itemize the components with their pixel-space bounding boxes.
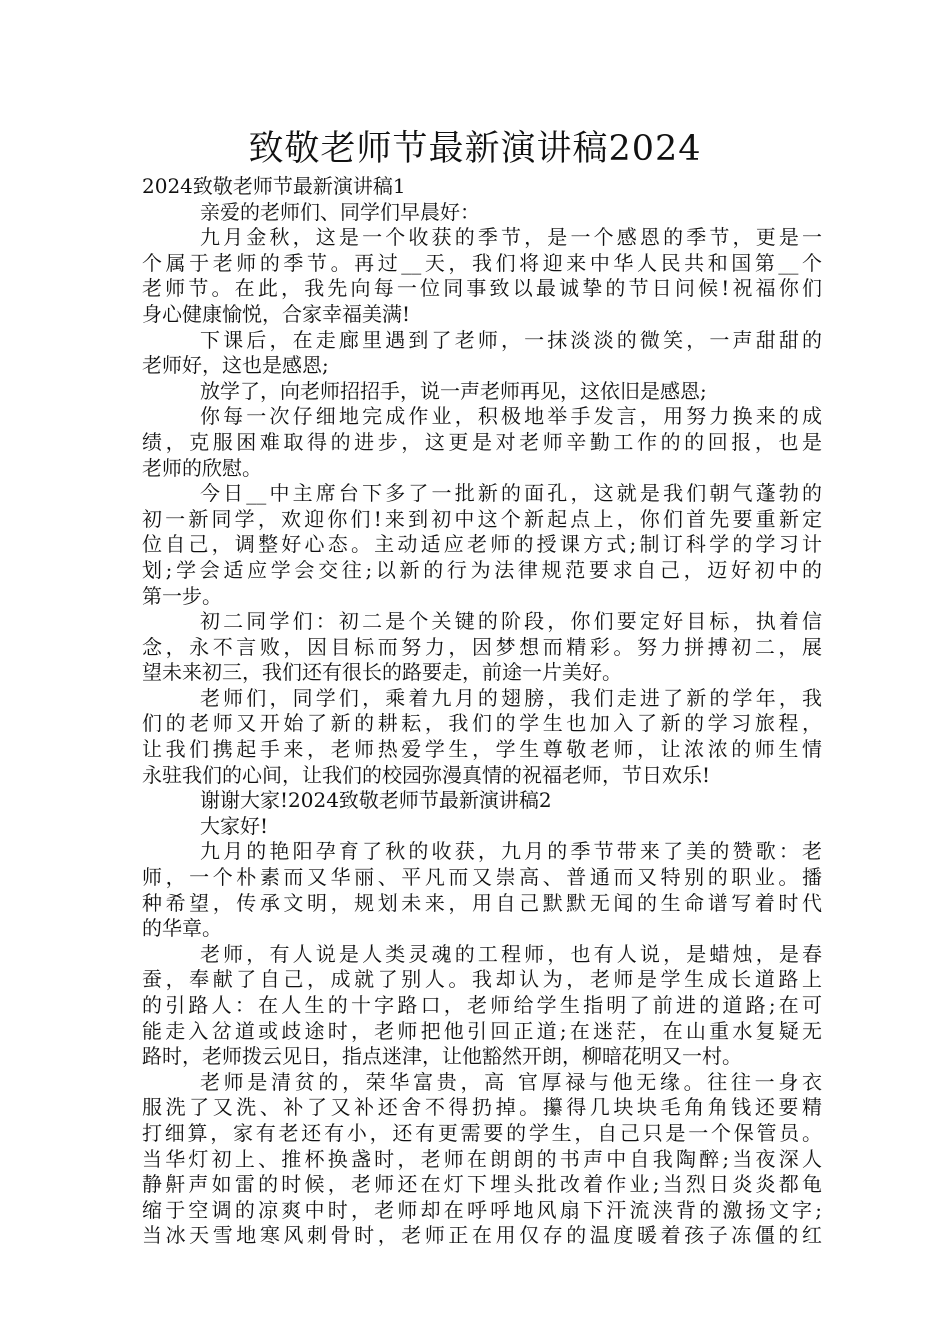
text-line: 你每一次仔细地完成作业，积极地举手发言，用努力换来的成 — [200, 404, 822, 429]
text-line: 亲爱的老师们、同学们早晨好： — [200, 199, 480, 224]
text-line: 望未来初三，我们还有很长的路要走，前途一片美好。 — [142, 660, 622, 685]
text-line: 划;学会适应学会交往;以新的行为法律规范要求自己，迈好初中的 — [142, 557, 822, 582]
text-line: 谢谢大家!2024致敬老师节最新演讲稿2 — [200, 788, 552, 813]
text-line: 路时，老师拨云见日，指点迷津，让他豁然开朗，柳暗花明又一村。 — [142, 1044, 742, 1069]
text-line: 九月的艳阳孕育了秋的收获，九月的季节带来了美的赞歌：老 — [200, 839, 822, 864]
document-body — [142, 174, 822, 1249]
text-line: 当冰天雪地寒风刺骨时，老师正在用仅存的温度暖着孩子冻僵的红 — [142, 1223, 822, 1248]
text-line: 九月金秋，这是一个收获的季节，是一个感恩的季节，更是一 — [200, 225, 822, 250]
document-title: 致敬老师节最新演讲稿2024 — [248, 129, 702, 169]
text-line: 放学了，向老师招招手，说一声老师再见，这依旧是感恩; — [200, 378, 707, 403]
text-line: 能走入岔道或歧途时，老师把他引回正道;在迷茫，在山重水复疑无 — [142, 1018, 822, 1043]
text-line: 老师好，这也是感恩; — [142, 353, 329, 378]
text-line: 个属于老师的季节。再过__天，我们将迎来中华人民共和国第__个 — [142, 250, 822, 275]
text-line: 老师节。在此，我先向每一位同事致以最诚挚的节日问候!祝福你们 — [142, 276, 822, 301]
text-line: 的引路人：在人生的十字路口，老师给学生指明了前进的道路;在可 — [142, 993, 822, 1017]
text-line: 老师的欣慰。 — [142, 455, 262, 480]
text-line: 们的老师又开始了新的耕耘，我们的学生也加入了新的学习旅程， — [142, 711, 822, 736]
text-line: 初一新同学，欢迎你们!来到初中这个新起点上，你们首先要重新定 — [142, 506, 822, 531]
text-line: 身心健康愉悦，合家幸福美满! — [142, 301, 411, 326]
text-line: 静鼾声如雷的时候，老师还在灯下埋头批改着作业;当烈日炎炎都龟 — [142, 1172, 822, 1197]
text-line: 的华章。 — [142, 916, 222, 941]
text-line: 绩，克服困难取得的进步，这更是对老师辛勤工作的的回报，也是 — [142, 429, 822, 454]
text-line: 今日__中主席台下多了一批新的面孔，这就是我们朝气蓬勃的 — [200, 481, 822, 506]
text-line: 师，一个朴素而又华丽、平凡而又崇高、普通而又特别的职业。播 — [142, 865, 822, 890]
text-line: 让我们携起手来，老师热爱学生，学生尊敬老师，让浓浓的师生情 — [142, 737, 822, 762]
text-line: 服洗了又洗、补了又补还舍不得扔掉。攥得几块块毛角角钱还要精 — [142, 1095, 822, 1120]
text-line: 下课后，在走廊里遇到了老师，一抹淡淡的微笑，一声甜甜的 — [200, 327, 822, 352]
text-line: 老师们，同学们，乘着九月的翅膀，我们走进了新的学年，我 — [200, 685, 822, 710]
text-line: 打细算，家有老还有小，还有更需要的学生，自己只是一个保管员。 — [142, 1120, 822, 1145]
text-line: 第一步。 — [142, 583, 222, 608]
text-line: 位自己，调整好心态。主动适应老师的授课方式;制订科学的学习计 — [142, 532, 822, 557]
text-line: 种希望，传承文明，规划未来，用自己默默无闻的生命谱写着时代 — [142, 890, 822, 915]
text-line: 念，永不言败，因目标而努力，因梦想而精彩。努力拼搏初二，展 — [142, 634, 822, 659]
text-line: 初二同学们：初二是个关键的阶段，你们要定好目标，执着信 — [200, 609, 822, 634]
text-line: 老师，有人说是人类灵魂的工程师，也有人说，是蜡烛，是春 — [200, 941, 822, 966]
text-line: 缩于空调的凉爽中时，老师却在呼呼地风扇下汗流浃背的激扬文字; — [142, 1197, 822, 1222]
text-line: 老师是清贫的，荣华富贵，高 官厚禄与他无缘。往往一身衣 — [200, 1069, 822, 1094]
text-line: 大家好! — [200, 813, 269, 838]
text-line: 2024致敬老师节最新演讲稿1 — [142, 174, 406, 198]
text-line: 永驻我们的心间，让我们的校园弥漫真情的祝福老师，节日欢乐! — [142, 762, 711, 787]
text-line: 蚕，奉献了自己，成就了别人。我却认为，老师是学生成长道路上 — [142, 967, 822, 992]
text-line: 当华灯初上、推杯换盏时，老师在朗朗的书声中自我陶醉;当夜深人 — [142, 1146, 822, 1171]
